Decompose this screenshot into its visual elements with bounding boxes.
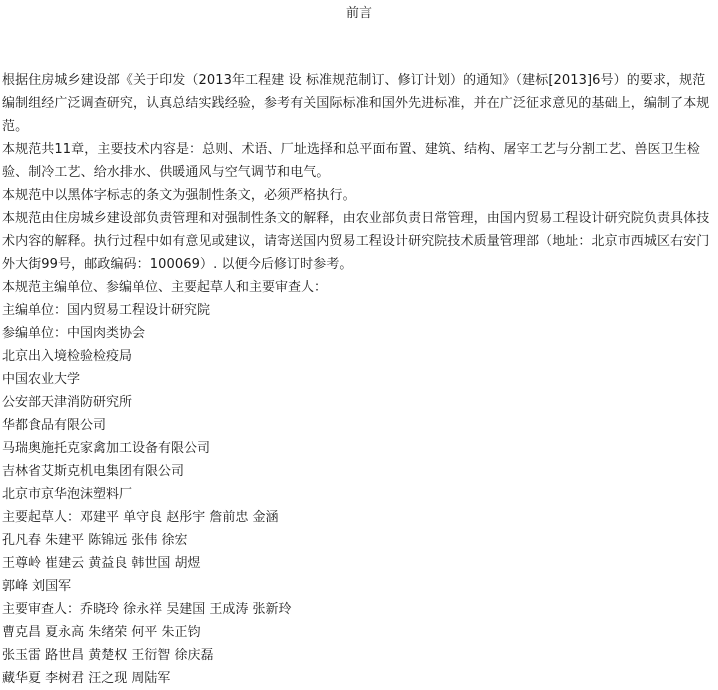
reviewers-line: 曹克昌 夏永高 朱绪荣 何平 朱正钧 bbox=[2, 625, 201, 640]
participating-unit: 中国农业大学 bbox=[2, 372, 81, 387]
participating-unit: 华都食品有限公司 bbox=[2, 418, 107, 433]
participating-unit: 北京出入境检验检疫局 bbox=[2, 349, 133, 364]
reviewers-line: 张玉雷 路世昌 黄楚权 王衍智 徐庆磊 bbox=[2, 648, 214, 663]
page-title: 前言 bbox=[345, 6, 372, 21]
drafters-line: 孔凡春 朱建平 陈锦远 张伟 徐宏 bbox=[2, 533, 188, 548]
paragraph-background: 根据住房城乡建设部《关于印发（2013年工程建 设 标准规范制订、修订计划）的通知》（建标[2013]6号）的要求，规范编制组经广泛调查研究，认真总结实践经验，参考有关国际标准和国外先进标准，并在广泛征求意见的基础上，编制了本规范。 bbox=[2, 73, 710, 134]
participating-unit: 公安部天津消防研究所 bbox=[2, 395, 133, 410]
paragraph-contents: 本规范共11章，主要技术内容是：总则、术语、厂址选择和总平面布置、建筑、结构、屠宰工艺与分割工艺、兽医卫生检验、制冷工艺、给水排水、供暖通风与空气调节和电气。 bbox=[2, 142, 700, 180]
reviewers-line: 藏华夏 李树君 汪之现 周陆军 bbox=[2, 671, 171, 686]
paragraph-management: 本规范由住房城乡建设部负责管理和对强制性条文的解释，由农业部负责日常管理，由国内贸易工程设计研究院负责具体技术内容的解释。执行过程中如有意见或建议，请寄送国内贸易工程设计研究院技术质量管理部（地址：北京市西城区右安门外大街99号，邮政编码：100069）. 以便今后修订时参考。 bbox=[2, 211, 710, 272]
paragraph-mandatory: 本规范中以黑体字标志的条文为强制性条文，必须严格执行。 bbox=[2, 188, 356, 203]
reviewers-line: 主要审查人：乔晓玲 徐永祥 吴建国 王成涛 张新玲 bbox=[2, 602, 292, 617]
drafters-line: 主要起草人：邓建平 单守良 赵彤宇 詹前忠 金涵 bbox=[2, 510, 279, 525]
chief-unit: 主编单位：国内贸易工程设计研究院 bbox=[2, 303, 211, 318]
drafters-line: 郭峰 刘国军 bbox=[2, 579, 72, 594]
document-body bbox=[2, 69, 714, 690]
drafters-line: 王尊岭 崔建云 黄益良 韩世国 胡煜 bbox=[2, 556, 201, 571]
participating-unit: 吉林省艾斯克机电集团有限公司 bbox=[2, 464, 185, 479]
participating-unit: 参编单位：中国肉类协会 bbox=[2, 326, 146, 341]
participating-unit: 北京市京华泡沫塑料厂 bbox=[2, 487, 133, 502]
list-intro: 本规范主编单位、参编单位、主要起草人和主要审查人： bbox=[2, 280, 328, 295]
participating-unit: 马瑞奥施托克家禽加工设备有限公司 bbox=[2, 441, 211, 456]
